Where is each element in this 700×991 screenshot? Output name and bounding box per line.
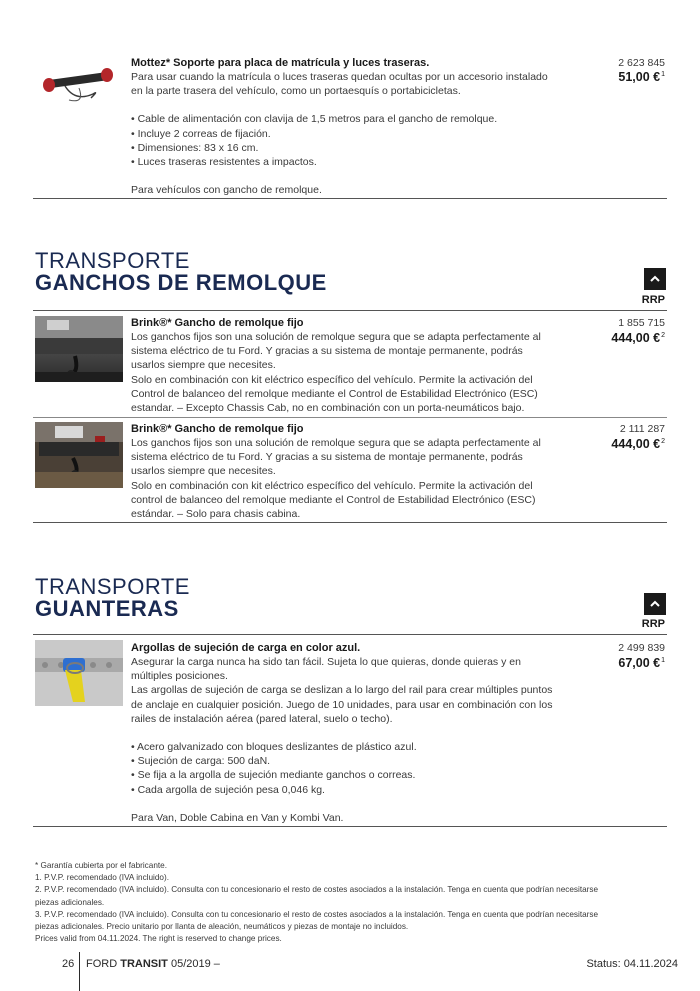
product-desc-line: Los ganchos fijos son una solución de remolque segura que se adapta perfectamente al — [131, 331, 541, 343]
footer-title — [86, 958, 220, 970]
divider — [33, 826, 667, 827]
product-image-tie-down — [35, 640, 123, 706]
product-towbar-2 — [131, 422, 601, 521]
product-mottez — [131, 56, 591, 197]
footnote-line: 3. P.V.P. recomendado (IVA incluido). Consulta con tu concesionario el resto de costes asociados a la instalación. Tenga en cuenta que podrían necesitarse — [35, 909, 599, 919]
section-heading-towbars — [35, 250, 327, 294]
footnote-line: piezas adicionales. Precio unitario por llanta de aleación, neumáticos y piezas de montaje no incluidos. — [35, 922, 409, 932]
footnotes — [35, 860, 675, 945]
bullet-item: • Dimensiones: 83 x 16 cm. — [131, 141, 259, 154]
scroll-up-button[interactable] — [644, 593, 666, 615]
product-tie-down — [131, 641, 601, 825]
towbar-photo-illustration — [35, 316, 123, 382]
price-footnote-ref: 2 — [661, 438, 665, 445]
product-code: 2 111 287 — [619, 423, 665, 435]
footnote-line: piezas adicionales. — [35, 897, 105, 907]
product-image-towbar-1 — [35, 316, 123, 382]
product-desc-line: control de balanceo del remolque mediante el Control de Estabilidad Electrónico (ESC) — [131, 493, 536, 506]
divider — [33, 634, 667, 635]
footnote-line: Prices valid from 04.11.2024. The right is reserved to change prices. — [35, 934, 282, 944]
price-value: 444,00 € — [611, 331, 661, 345]
chevron-up-icon — [644, 593, 666, 615]
product-price — [618, 656, 665, 670]
product-desc-line: sistema eléctrico de tu Ford. Y gracias a su sistema de montaje permanente, podrás — [131, 451, 523, 464]
divider — [33, 310, 667, 311]
product-desc-line: usarlos siempre que necesites. — [131, 465, 276, 478]
product-title: Mottez* Soporte para placa de matrícula y luces traseras. — [131, 57, 430, 69]
divider — [33, 198, 667, 199]
product-title: Argollas de sujeción de carga en color azul. — [131, 642, 361, 654]
bullet-item: • Se fija a la argolla de sujeción mediante ganchos o correas. — [131, 769, 416, 782]
product-desc-line: Las argollas de sujeción de carga se deslizan a lo largo del rail para crear múltiples puntos — [131, 684, 553, 697]
product-desc-line: Asegurar la carga nunca ha sido tan fácil. Sujeta lo que quieras, donde quieras y en — [131, 656, 521, 668]
bullet-item: • Sujeción de carga: 500 daN. — [131, 755, 271, 768]
section-heading-line1: TRANSPORTE — [35, 574, 190, 599]
footnote-line: 1. P.V.P. recomendado (IVA incluido). — [35, 873, 169, 883]
product-title: Brink®* Gancho de remolque fijo — [131, 423, 304, 435]
footer-status: Status: 04.11.2024 — [586, 958, 678, 970]
product-desc-line: railes de instalación aérea (pared lateral, suelo o techo). — [131, 712, 393, 725]
product-desc-line: en la parte trasera del vehículo, como un portaesquís o portabicicletas. — [131, 85, 461, 98]
divider — [33, 522, 667, 523]
product-desc-line: estandar. – Excepto Chassis Cab, no en combinación con un porta-neumáticos bajo. — [131, 402, 525, 415]
price-value: 51,00 € — [618, 70, 661, 84]
product-price — [611, 331, 665, 345]
product-code: 2 499 839 — [618, 642, 665, 654]
page-number: 26 — [62, 958, 75, 970]
product-desc-line: usarlos siempre que necesites. — [131, 359, 276, 372]
bullet-item: • Cable de alimentación con clavija de 1,5 metros para el gancho de remolque. — [131, 113, 498, 126]
license-plate-holder-illustration — [35, 58, 123, 106]
towbar-photo-illustration — [35, 422, 123, 488]
product-image-towbar-2 — [35, 422, 123, 488]
product-title: Brink®* Gancho de remolque fijo — [131, 317, 304, 329]
bullet-item: • Incluye 2 correas de fijación. — [131, 127, 271, 140]
footer-brand: FORD — [86, 958, 118, 970]
product-desc-line: múltiples posiciones. — [131, 670, 228, 683]
price-value: 444,00 € — [611, 437, 661, 451]
product-desc-line: Los ganchos fijos son una solución de remolque segura que se adapta perfectamente al — [131, 437, 541, 449]
product-desc-line: de anclaje en cualquier posición. Juego de 10 unidades, para usar en combinación con los — [131, 698, 553, 711]
product-note: Para vehículos con gancho de remolque. — [131, 184, 322, 197]
rrp-label: RRP — [641, 294, 665, 306]
divider — [33, 417, 667, 418]
footer-separator — [79, 952, 80, 991]
product-code: 1 855 715 — [618, 317, 665, 329]
product-note: Para Van, Doble Cabina en Van y Kombi Van. — [131, 811, 344, 824]
bullet-item: • Luces traseras resistentes a impactos. — [131, 156, 317, 169]
section-heading-gloves — [35, 576, 190, 620]
price-value: 67,00 € — [618, 656, 661, 670]
section-heading-line2: GANCHOS DE REMOLQUE — [35, 270, 327, 295]
price-footnote-ref: 1 — [661, 71, 665, 78]
bullet-item: • Acero galvanizado con bloques deslizantes de plástico azul. — [131, 741, 417, 754]
price-footnote-ref: 2 — [661, 332, 665, 339]
section-heading-line2: GUANTERAS — [35, 596, 179, 621]
scroll-up-button[interactable] — [644, 268, 666, 290]
footnote-line: 2. P.V.P. recomendado (IVA incluido). Consulta con tu concesionario el resto de costes asociados a la instalación. Tenga en cuenta que podrían necesitarse — [35, 885, 599, 895]
section-heading-line1: TRANSPORTE — [35, 248, 190, 273]
product-price — [618, 70, 665, 84]
chevron-up-icon — [644, 268, 666, 290]
product-desc-line: Control de balanceo del remolque mediante el Control de Estabilidad Electrónico (ESC) — [131, 387, 538, 400]
product-image-mottez — [35, 58, 123, 106]
footer-edition: 05/2019 – — [170, 958, 220, 970]
footnote-line: * Garantía cubierta por el fabricante. — [35, 861, 167, 870]
product-desc-line: estándar. – Solo para chasis cabina. — [131, 508, 301, 521]
product-desc-line: sistema eléctrico de tu Ford. Y gracias a su sistema de montaje permanente, podrás — [131, 345, 523, 358]
product-desc-line: Para usar cuando la matrícula o luces traseras quedan ocultas por un accesorio instalado — [131, 71, 548, 83]
product-code: 2 623 845 — [618, 57, 665, 69]
product-towbar-1 — [131, 316, 601, 415]
rrp-label: RRP — [641, 618, 665, 630]
product-price — [611, 437, 665, 451]
footer-model: TRANSIT — [120, 958, 168, 970]
price-footnote-ref: 1 — [661, 657, 665, 664]
tie-down-ring-illustration — [35, 640, 123, 706]
product-desc-line: Solo en combinación con kit eléctrico específico del vehículo. Permite la activación del — [131, 373, 533, 386]
bullet-item: • Cada argolla de sujeción pesa 0,046 kg. — [131, 783, 325, 796]
product-desc-line: Solo en combinación con kit eléctrico específico del vehículo. Permite la activación del — [131, 479, 533, 492]
